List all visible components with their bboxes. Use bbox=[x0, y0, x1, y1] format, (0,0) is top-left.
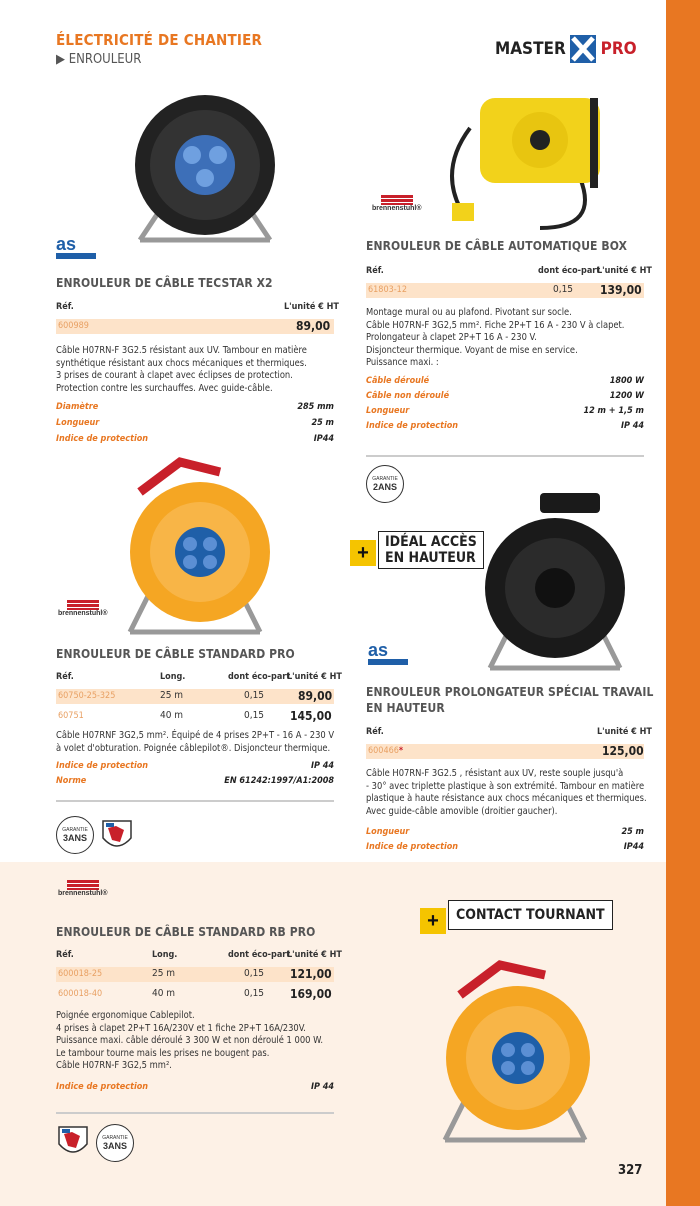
rbpro-col-eco: dont éco-part bbox=[228, 950, 291, 960]
title-line: EN HAUTEUR bbox=[366, 701, 445, 715]
travail-specs bbox=[366, 827, 644, 857]
rbpro-brand-logo bbox=[58, 880, 108, 897]
masterpro-logo bbox=[495, 35, 637, 63]
travail-description bbox=[366, 768, 651, 818]
brennenstuhl-stripes bbox=[381, 195, 413, 205]
desc-line: Le tambour tourne mais les prises ne bougent pas. bbox=[56, 1047, 270, 1059]
auto-guarantee-badge bbox=[366, 465, 404, 503]
auto-title: ENROULEUR DE CÂBLE AUTOMATIQUE BOX bbox=[366, 239, 627, 253]
spec-label: Indice de protection bbox=[366, 842, 459, 852]
rbpro-specs bbox=[56, 1082, 334, 1097]
travail-price: 125,00 bbox=[602, 744, 644, 758]
desc-line: Poignée ergonomique Cablepilot. bbox=[56, 1010, 195, 1021]
tournant-reel-image bbox=[420, 950, 610, 1150]
standard-title: ENROULEUR DE CÂBLE STANDARD PRO bbox=[56, 647, 295, 661]
auto-ref: 61803-12 bbox=[368, 285, 407, 295]
spec-label: Câble déroulé bbox=[366, 376, 430, 386]
rbpro-title: ENROULEUR DE CÂBLE STANDARD RB PRO bbox=[56, 925, 316, 939]
standard-ref: 60750-25-325 bbox=[58, 691, 116, 701]
brennenstuhl-wordmark: brennenstuhl® bbox=[58, 610, 108, 617]
contact-tournant-plus-icon: + bbox=[420, 908, 446, 934]
travail-ref bbox=[368, 746, 403, 756]
spec-value: 12 m + 1,5 m bbox=[583, 406, 644, 416]
spec-value: EN 61242:1997/A1:2008 bbox=[224, 776, 334, 786]
title-line: ENROULEUR PROLONGATEUR SPÉCIAL TRAVAIL bbox=[366, 685, 654, 699]
logo-x-icon bbox=[570, 35, 596, 63]
standard-brand-logo bbox=[58, 600, 108, 617]
desc-line: Câble H07RNF 3G2,5 mm². Équipé de 4 prises 2P+T - 16 A - 230 V bbox=[56, 730, 335, 741]
auto-col-eco: dont éco-part bbox=[538, 266, 601, 276]
spec-row bbox=[366, 842, 644, 857]
logo-pro-text: PRO bbox=[600, 39, 637, 59]
tecstar-description bbox=[56, 345, 336, 395]
page-edge-strip bbox=[666, 0, 700, 1206]
rbpro-col-long: Long. bbox=[152, 950, 178, 960]
rbpro-price: 169,00 bbox=[290, 987, 332, 1001]
spec-value: 25 m bbox=[311, 418, 334, 428]
spec-label: Indice de protection bbox=[56, 761, 149, 771]
desc-line: Câble H07RN-F 3G2.5 , résistant aux UV, reste souple jusqu'à bbox=[366, 768, 624, 779]
spec-label: Norme bbox=[56, 776, 87, 786]
standard-eco: 0,15 bbox=[244, 690, 265, 701]
rbpro-guarantee-badge bbox=[96, 1124, 134, 1162]
rbpro-price: 121,00 bbox=[290, 967, 332, 981]
spec-value: IP44 bbox=[623, 842, 644, 852]
rbpro-col-price: L'unité € HT bbox=[287, 950, 342, 960]
subcategory-label: ENROULEUR bbox=[68, 52, 142, 67]
ideal-access-tag bbox=[378, 531, 484, 569]
spec-label: Longueur bbox=[366, 827, 410, 837]
section-divider bbox=[56, 800, 334, 802]
tecstar-reel-image bbox=[120, 90, 290, 260]
spec-label: Indice de protection bbox=[366, 421, 459, 431]
spec-row bbox=[366, 376, 644, 391]
desc-line: 3 prises de courant à clapet avec éclipses de protection. bbox=[56, 370, 293, 382]
desc-line: - 30° avec triplette plastique à son extrémité. Tambour en matière bbox=[366, 780, 645, 792]
spec-value: IP 44 bbox=[310, 1082, 334, 1092]
rbpro-long: 25 m bbox=[152, 968, 176, 979]
standard-specs bbox=[56, 761, 334, 791]
spec-label: Indice de protection bbox=[56, 1082, 149, 1092]
spec-row bbox=[366, 391, 644, 406]
desc-line: Câble H07RN-F 3G2,5 mm². Fiche 2P+T 16 A - 230 V à clapet. bbox=[366, 319, 625, 331]
spec-value: 285 mm bbox=[297, 402, 334, 412]
standard-long: 25 m bbox=[160, 690, 184, 701]
auto-description bbox=[366, 307, 646, 370]
guarantee-top: GARANTIE bbox=[102, 1135, 128, 1141]
guarantee-top: GARANTIE bbox=[62, 827, 88, 833]
spec-row bbox=[56, 418, 334, 434]
spec-value: 1200 W bbox=[609, 391, 644, 401]
rbpro-long: 40 m bbox=[152, 988, 176, 999]
ref-code: 600466 bbox=[368, 746, 399, 756]
desc-line: Câble H07RN-F 3G2,5 mm². bbox=[56, 1060, 172, 1072]
auto-col-ref: Réf. bbox=[366, 266, 384, 276]
desc-line: à volet d'obturation. Poignée câblepilot®. Disjoncteur thermique. bbox=[56, 742, 331, 754]
standard-col-long: Long. bbox=[160, 672, 186, 682]
tag-line: IDÉAL ACCÈS bbox=[385, 534, 477, 550]
tag-line: EN HAUTEUR bbox=[385, 550, 476, 566]
guarantee-bottom: 2ANS bbox=[372, 482, 397, 492]
logo-master-text: MASTER bbox=[495, 39, 566, 59]
auto-col-price: L'unité € HT bbox=[597, 266, 652, 276]
travail-reel-image bbox=[470, 488, 640, 678]
travail-title bbox=[366, 684, 653, 716]
guarantee-top: GARANTIE bbox=[372, 476, 398, 482]
desc-line: Prolongateur à clapet 2P+T 16 A - 230 V. bbox=[366, 332, 537, 344]
auto-eco: 0,15 bbox=[553, 284, 574, 295]
brennenstuhl-wordmark: brennenstuhl® bbox=[58, 890, 108, 897]
rbpro-ref: 600018-25 bbox=[58, 969, 103, 979]
section-divider bbox=[366, 455, 644, 457]
french-quality-shield-icon bbox=[56, 1124, 90, 1160]
auto-brand-logo bbox=[372, 195, 422, 212]
spec-value: IP 44 bbox=[620, 421, 644, 431]
desc-line: 4 prises à clapet 2P+T 16A/230V et 1 fiche 2P+T 16A/230V. bbox=[56, 1022, 306, 1034]
tecstar-brand-logo bbox=[56, 234, 96, 259]
standard-description bbox=[56, 730, 346, 755]
spec-row bbox=[56, 434, 334, 450]
brennenstuhl-wordmark: brennenstuhl® bbox=[372, 205, 422, 212]
standard-price: 145,00 bbox=[290, 709, 332, 723]
standard-long: 40 m bbox=[160, 710, 184, 721]
spec-row bbox=[56, 761, 334, 776]
standard-ref: 60751 bbox=[58, 711, 84, 721]
spec-label: Indice de protection bbox=[56, 434, 149, 444]
standard-price: 89,00 bbox=[298, 689, 333, 703]
spec-value: 25 m bbox=[621, 827, 644, 837]
standard-guarantee-badge bbox=[56, 816, 94, 854]
desc-line: Disjoncteur thermique. Voyant de mise en service. bbox=[366, 344, 578, 356]
rbpro-ref: 600018-40 bbox=[58, 989, 103, 999]
rbpro-eco: 0,15 bbox=[244, 968, 265, 979]
spec-label: Longueur bbox=[366, 406, 410, 416]
play-arrow-icon: ▶ bbox=[56, 52, 65, 67]
desc-line: plastique à haute résistance aux chocs mécaniques et thermiques. bbox=[366, 793, 647, 805]
tecstar-col-ref: Réf. bbox=[56, 302, 74, 312]
tecstar-title: ENROULEUR DE CÂBLE TECSTAR X2 bbox=[56, 276, 273, 290]
spec-label: Longueur bbox=[56, 418, 100, 428]
desc-line: Puissance maxi. câble déroulé 3 300 W et non déroulé 1 000 W. bbox=[56, 1035, 323, 1047]
guarantee-bottom: 3ANS bbox=[102, 1141, 127, 1151]
standard-eco: 0,15 bbox=[244, 710, 265, 721]
spec-row bbox=[56, 402, 334, 418]
desc-line: Câble H07RN-F 3G2.5 résistant aux UV. Tambour en matière bbox=[56, 345, 307, 356]
french-quality-shield-icon bbox=[100, 818, 134, 854]
rbpro-description bbox=[56, 1010, 346, 1073]
travail-brand-logo bbox=[368, 640, 408, 665]
rbpro-col-ref: Réf. bbox=[56, 950, 74, 960]
spec-row bbox=[366, 421, 644, 436]
spec-row bbox=[366, 827, 644, 842]
spec-row bbox=[56, 1082, 334, 1097]
standard-col-eco: dont éco-part bbox=[228, 672, 291, 682]
brennenstuhl-stripes bbox=[67, 600, 99, 610]
spec-value: 1800 W bbox=[609, 376, 644, 386]
page-number: 327 bbox=[618, 1163, 643, 1178]
tecstar-price: 89,00 bbox=[296, 319, 331, 333]
tecstar-specs bbox=[56, 402, 334, 450]
tecstar-ref: 600989 bbox=[58, 321, 89, 331]
as-schwabe-logo: as bbox=[368, 640, 389, 660]
travail-col-price: L'unité € HT bbox=[597, 727, 652, 737]
subcategory bbox=[56, 52, 141, 67]
spec-label: Câble non déroulé bbox=[366, 391, 450, 401]
desc-line: Protection contre les surchauffes. Avec guide-câble. bbox=[56, 382, 273, 394]
desc-line: Puissance maxi. : bbox=[366, 357, 439, 369]
brennenstuhl-stripes bbox=[67, 880, 99, 890]
ideal-access-plus-icon: + bbox=[350, 540, 376, 566]
section-divider bbox=[56, 1112, 334, 1114]
guarantee-bottom: 3ANS bbox=[62, 833, 87, 843]
tecstar-col-price: L'unité € HT bbox=[284, 302, 339, 312]
desc-line: synthétique résistant aux chocs mécaniques et thermiques. bbox=[56, 357, 307, 369]
contact-tournant-tag: CONTACT TOURNANT bbox=[448, 900, 613, 930]
standard-col-price: L'unité € HT bbox=[287, 672, 342, 682]
category-title: ÉLECTRICITÉ DE CHANTIER bbox=[56, 31, 263, 49]
travail-col-ref: Réf. bbox=[366, 727, 384, 737]
auto-specs bbox=[366, 376, 644, 436]
spec-row bbox=[366, 406, 644, 421]
as-schwabe-logo: as bbox=[56, 234, 77, 254]
standard-col-ref: Réf. bbox=[56, 672, 74, 682]
spec-label: Diamètre bbox=[56, 402, 99, 412]
auto-reel-image bbox=[430, 88, 630, 238]
desc-line: Avec guide-câble amovible (droitier gaucher). bbox=[366, 805, 558, 817]
standard-reel-image bbox=[110, 452, 280, 642]
spec-value: IP44 bbox=[313, 434, 334, 444]
spec-row bbox=[56, 776, 334, 791]
spec-value: IP 44 bbox=[310, 761, 334, 771]
tecstar-ref-row bbox=[56, 319, 334, 334]
rbpro-eco: 0,15 bbox=[244, 988, 265, 999]
ref-star: * bbox=[398, 746, 404, 756]
desc-line: Montage mural ou au plafond. Pivotant sur socle. bbox=[366, 307, 572, 318]
auto-price: 139,00 bbox=[600, 283, 642, 297]
